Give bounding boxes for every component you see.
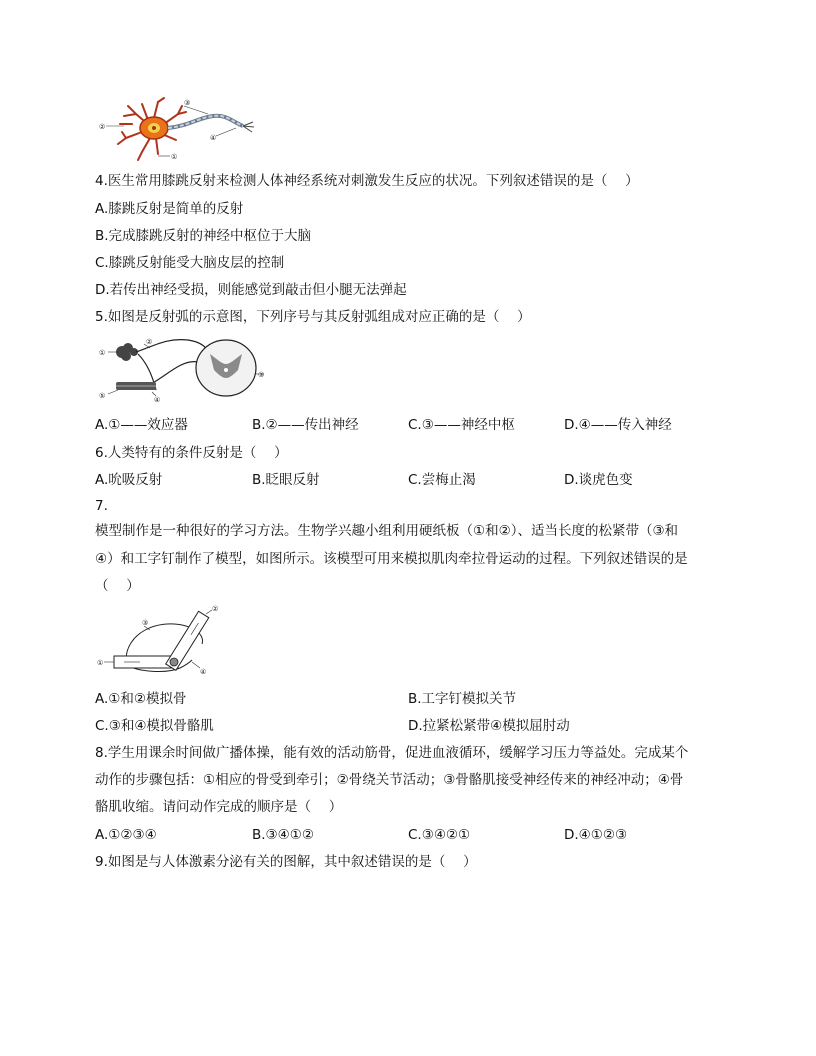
q8-stem-line-3: 骼肌收缩。请问动作完成的顺序是（ ） bbox=[95, 799, 343, 815]
muscle-model-figure bbox=[96, 604, 224, 680]
neuron-label-1: ① bbox=[171, 153, 178, 161]
q4-option-d: D.若传出神经受损，则能感觉到敲击但小腿无法弹起 bbox=[95, 282, 407, 298]
q6-option-c: C.尝梅止渴 bbox=[408, 472, 476, 488]
q7-option-a: A.①和②模拟骨 bbox=[95, 691, 187, 707]
reflex-label-3: ③ bbox=[258, 371, 265, 379]
muscle-model-diagram bbox=[96, 604, 224, 680]
reflex-arc-diagram bbox=[98, 334, 268, 406]
q7-stem-line-3: （ ） bbox=[95, 578, 140, 594]
model-label-3: ③ bbox=[142, 619, 149, 627]
q7-option-c: C.③和④模拟骨骼肌 bbox=[95, 718, 214, 734]
q5-option-a: A.①——效应器 bbox=[95, 417, 188, 433]
q6-option-b: B.眨眼反射 bbox=[252, 472, 320, 488]
neuron-label-3: ③ bbox=[184, 99, 191, 107]
model-label-1: ① bbox=[97, 659, 104, 667]
q7-option-d: D.拉紧松紧带④模拟屈肘动 bbox=[408, 718, 570, 734]
q6-option-d: D.谈虎色变 bbox=[564, 472, 633, 488]
q8-stem-line-1: 8.学生用课余时间做广播体操，能有效的活动筋骨，促进血液循环，缓解学习压力等益处。完成某个 bbox=[95, 745, 689, 761]
q8-option-c: C.③④②① bbox=[408, 827, 471, 843]
q8-option-a: A.①②③④ bbox=[95, 827, 157, 843]
neuron-figure bbox=[98, 96, 263, 164]
q4-option-c: C.膝跳反射能受大脑皮层的控制 bbox=[95, 255, 285, 271]
reflex-arc-figure bbox=[98, 334, 268, 406]
reflex-label-2: ② bbox=[146, 338, 153, 346]
q4-option-a: A.膝跳反射是简单的反射 bbox=[95, 201, 244, 217]
q5-option-b: B.②——传出神经 bbox=[252, 417, 359, 433]
q4-option-b: B.完成膝跳反射的神经中枢位于大脑 bbox=[95, 228, 312, 244]
model-label-2: ② bbox=[212, 605, 219, 613]
neuron-label-4: ④ bbox=[210, 134, 217, 142]
q6-option-a: A.吮吸反射 bbox=[95, 472, 163, 488]
reflex-label-1: ① bbox=[99, 349, 106, 357]
q9-stem: 9.如图是与人体激素分泌有关的图解，其中叙述错误的是（ ） bbox=[95, 854, 477, 870]
neuron-diagram bbox=[98, 96, 263, 164]
model-label-4: ④ bbox=[200, 668, 207, 676]
q8-option-d: D.④①②③ bbox=[564, 827, 628, 843]
q5-option-c: C.③——神经中枢 bbox=[408, 417, 515, 433]
q7-stem-line-1: 模型制作是一种很好的学习方法。生物学兴趣小组利用硬纸板（①和②）、适当长度的松紧带（③和 bbox=[95, 523, 679, 539]
q7-stem-line-2: ④）和工字钉制作了模型，如图所示。该模型可用来模拟肌肉牵拉骨运动的过程。下列叙述错误的是 bbox=[95, 551, 688, 567]
reflex-label-5: ⑤ bbox=[99, 392, 106, 400]
q5-stem: 5.如图是反射弧的示意图，下列序号与其反射弧组成对应正确的是（ ） bbox=[95, 309, 531, 325]
neuron-label-2: ② bbox=[99, 123, 106, 131]
q6-stem: 6.人类特有的条件反射是（ ） bbox=[95, 445, 288, 461]
q7-option-b: B.工字钉模拟关节 bbox=[408, 691, 517, 707]
q7-number: 7. bbox=[95, 498, 108, 514]
q8-stem-line-2: 动作的步骤包括：①相应的骨受到牵引；②骨绕关节活动；③骨骼肌接受神经传来的神经冲动；④骨 bbox=[95, 772, 684, 788]
q4-stem: 4.医生常用膝跳反射来检测人体神经系统对刺激发生反应的状况。下列叙述错误的是（ ） bbox=[95, 173, 639, 189]
q5-option-d: D.④——传入神经 bbox=[564, 417, 672, 433]
q8-option-b: B.③④①② bbox=[252, 827, 314, 843]
reflex-label-4: ④ bbox=[154, 396, 161, 404]
